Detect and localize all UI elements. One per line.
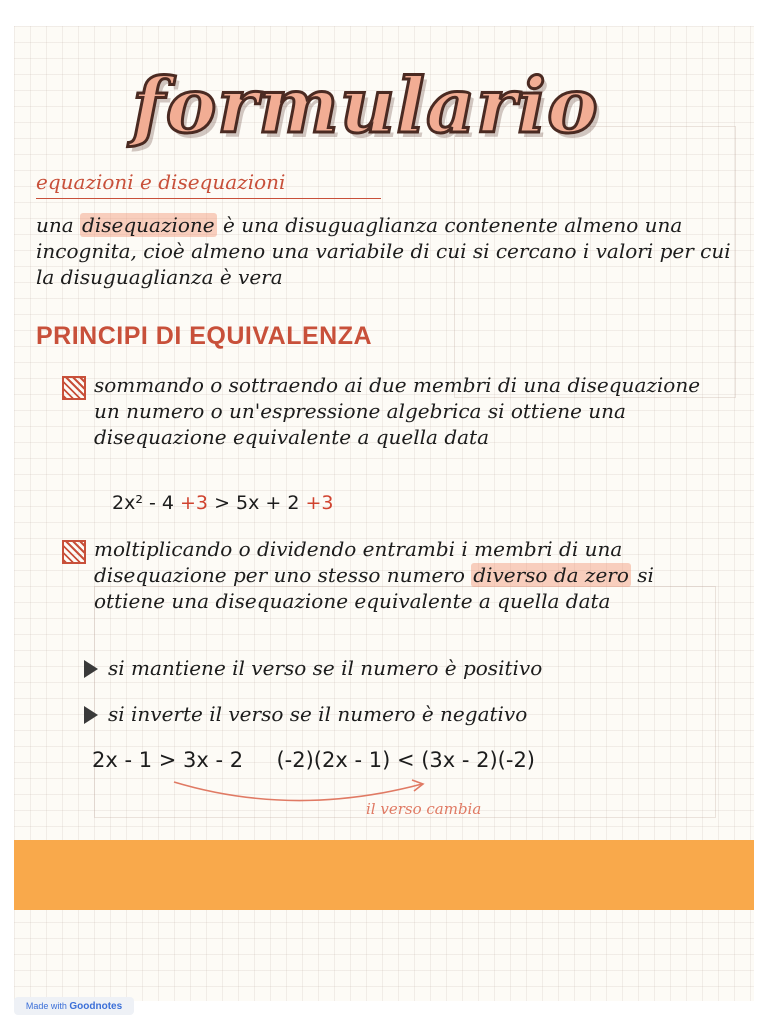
orange-band: [14, 840, 754, 910]
case-positive-text: si mantiene il verso se il numero è positivo: [108, 656, 543, 680]
principle-2-pre: moltiplicando o dividendo entrambi i membri di una disequazione per uno stesso numero: [94, 537, 623, 587]
principle-1-example: [112, 492, 334, 514]
principle-2-example: 2x - 1 > 3x - 2 (-2)(2x - 1) < (3x - 2)(-2): [92, 748, 535, 772]
intro-paragraph: [36, 212, 736, 290]
made-with-label: Made with: [25, 1001, 67, 1011]
triangle-bullet-icon: [84, 706, 98, 724]
example-added-term: +3: [305, 492, 334, 514]
goodnotes-brand: Goodnotes: [69, 1001, 123, 1012]
verse-changes-note: il verso cambia: [366, 800, 482, 818]
principle-2-text: [94, 536, 714, 614]
principles-heading: PRINCIPI DI EQUIVALENZA: [36, 322, 373, 350]
intro-pre: una: [36, 213, 81, 237]
goodnotes-badge[interactable]: [14, 997, 134, 1015]
triangle-bullet-icon: [84, 660, 98, 678]
highlighted-term: diverso da zero: [473, 563, 629, 587]
subtitle-underline: [36, 198, 381, 199]
page-title: formulario: [132, 61, 599, 150]
example-left: 2x² - 4: [112, 492, 181, 514]
example-mid: > 5x + 2: [208, 492, 306, 514]
hatched-bullet-icon: [62, 376, 86, 400]
intro-post: è una disuguaglianza contenente almeno una incognita, cioè almeno una variabile di cui si cercano i valori per cui la disuguaglianza è vera: [36, 213, 731, 289]
note-page: [14, 26, 754, 1001]
section-subtitle: equazioni e disequazioni: [36, 170, 286, 194]
highlighted-term: disequazione: [82, 213, 215, 237]
principle-2-post: si ottiene una disequazione equivalente a quella data: [94, 563, 654, 613]
case-negative-text: si inverte il verso se il numero è negativo: [108, 702, 528, 726]
example-added-term: +3: [180, 492, 209, 514]
principle-1-text: sommando o sottraendo ai due membri di una disequazione un numero o un'espressione algebrica si ottiene una disequazione equivalente a quella data: [94, 373, 701, 449]
hatched-bullet-icon: [62, 540, 86, 564]
